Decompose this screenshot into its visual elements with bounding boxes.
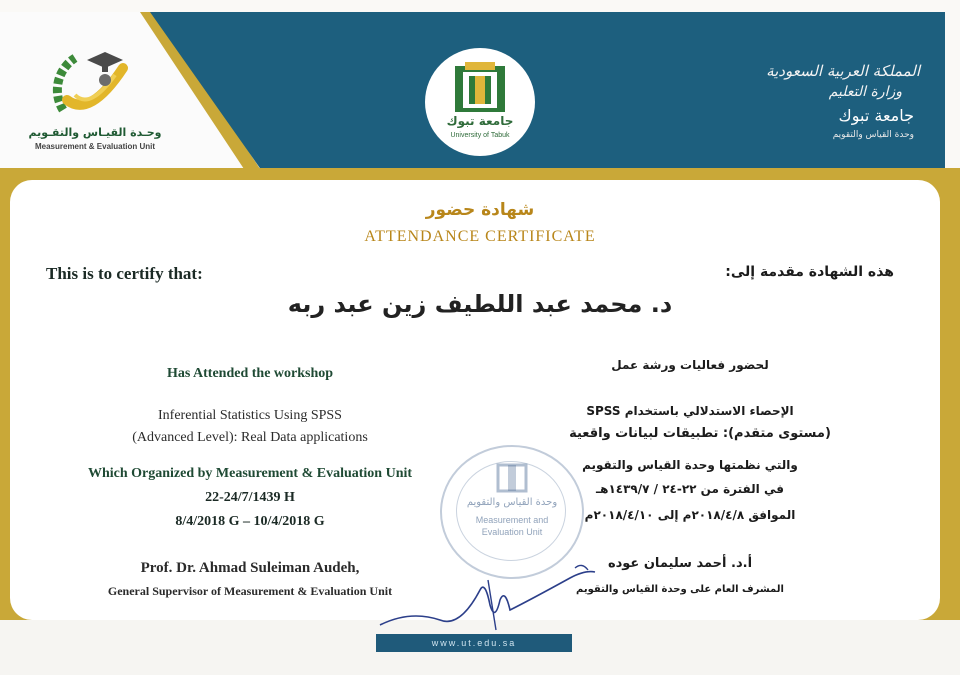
signatory-name-arabic: أ.د. أحمد سليمان عوده xyxy=(607,556,753,571)
organized-english: Which Organized by Measurement & Evaluation Unit xyxy=(87,466,413,481)
recipient-name: د. محمد عبد اللطيف زين عبد ربه xyxy=(287,290,673,318)
university-logo xyxy=(425,48,535,156)
university-logo-arabic: جامعة تبوك xyxy=(446,114,514,128)
university-name-arabic: جامعة تبوك xyxy=(838,106,914,125)
footer-url: www.ut.edu.sa xyxy=(376,634,572,652)
workshop-line1-english: Inferential Statistics Using SPSS xyxy=(158,408,342,423)
signatory-name-english: Prof. Dr. Ahmad Suleiman Audeh, xyxy=(140,560,360,576)
header-blue-band xyxy=(150,12,945,170)
university-emblem-icon xyxy=(425,48,535,156)
stamp-arabic: وحدة القياس والتقويم xyxy=(466,497,558,508)
unit-name-arabic: وحـدة القيـاس والتقـويم xyxy=(28,126,162,139)
gregorian-date-arabic: الموافق ٢٠١٨/٤/٨م إلى ٢٠١٨/٤/١٠م xyxy=(584,508,796,522)
attended-arabic: لحضور فعاليات ورشة عمل xyxy=(611,358,769,372)
gregorian-date-english: 8/4/2018 G – 10/4/2018 G xyxy=(175,514,325,529)
stamp-english-line2: Evaluation Unit xyxy=(481,527,543,537)
certify-arabic: هذه الشهادة مقدمة إلى: xyxy=(725,264,894,280)
university-logo-english: University of Tabuk xyxy=(450,132,510,139)
ministry-arabic: وزارة التعليم xyxy=(828,84,902,100)
organized-arabic: والتي نظمتها وحدة القياس والتقويم xyxy=(582,458,798,472)
signature-icon xyxy=(370,560,610,640)
hijri-date-arabic: في الفترة من ٢٢-٢٤ / ١٤٣٩/٧هـ xyxy=(596,482,784,496)
signatory-title-arabic: المشرف العام على وحدة القياس والتقويم xyxy=(576,584,784,595)
signatory-title-english: General Supervisor of Measurement & Evaluation Unit xyxy=(107,584,393,598)
certify-english: This is to certify that: xyxy=(46,264,203,283)
workshop-line1-arabic: الإحصاء الاستدلالي باستخدام SPSS xyxy=(586,404,794,418)
stamp-emblem-icon xyxy=(492,459,532,499)
title-english: ATTENDANCE CERTIFICATE xyxy=(364,228,596,245)
unit-arabic-header: وحدة القياس والتقويم xyxy=(832,130,914,140)
measurement-unit-logo-icon xyxy=(45,40,145,128)
kingdom-arabic: المملكة العربية السعودية xyxy=(766,62,920,80)
workshop-line2-english: (Advanced Level): Real Data applications xyxy=(132,430,368,445)
title-arabic: شهادة حضور xyxy=(425,200,535,220)
workshop-line2-arabic: (مستوى متقدم): تطبيقات لبيانات واقعية xyxy=(569,426,831,441)
hijri-date-english: 22-24/7/1439 H xyxy=(205,490,295,505)
attended-english: Has Attended the workshop xyxy=(166,366,334,381)
stamp-english-line1: Measurement and xyxy=(475,515,549,525)
unit-name-english: Measurement & Evaluation Unit xyxy=(34,142,156,151)
